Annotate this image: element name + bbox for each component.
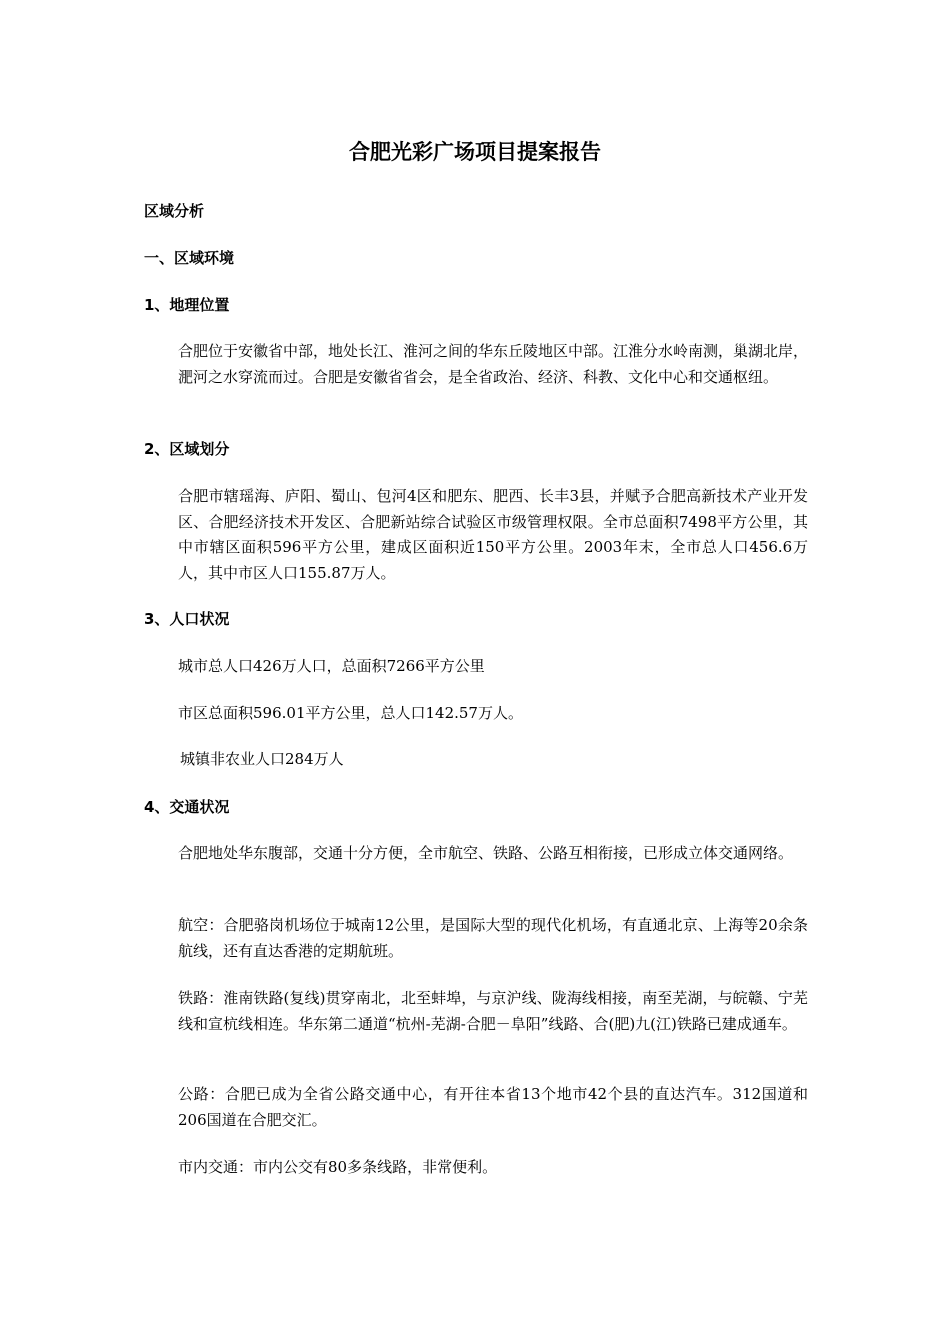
section-title: 区域分析 — [144, 202, 205, 220]
paragraph-transport-rail: 铁路：淮南铁路(复线)贯穿南北，北至蚌埠，与京沪线、陇海线相接，南至芜湖，与皖赣、宁芜线和宣杭线相连。华东第二通道“杭州-芜湖-合肥－阜阳”线路、合(肥)九(江)铁路已建成通车。 — [178, 989, 808, 1033]
paragraph-transport-city: 市内交通：市内公交有80多条线路，非常便利。 — [178, 1158, 498, 1176]
part-heading-regional-environment: 一、区域环境 — [144, 249, 235, 267]
population-line-non-agricultural: 城镇非农业人口284万人 — [180, 750, 344, 768]
subheading-population: 3、人口状况 — [144, 610, 230, 628]
paragraph-geographic-location: 合肥位于安徽省中部，地处长江、淮河之间的华东丘陵地区中部。江淮分水岭南测，巢湖北岸，淝河之水穿流而过。合肥是安徽省省会，是全省政治、经济、科教、文化中心和交通枢纽。 — [178, 342, 809, 386]
paragraph-transport-road: 公路：合肥已成为全省公路交通中心，有开往本省13个地市42个县的直达汽车。312国道和206国道在合肥交汇。 — [178, 1085, 808, 1129]
subheading-regional-division: 2、区域划分 — [144, 440, 230, 458]
document-title: 合肥光彩广场项目提案报告 — [349, 140, 601, 164]
population-line-urban-area: 市区总面积596.01平方公里，总人口142.57万人。 — [178, 704, 523, 722]
paragraph-transport-overview: 合肥地处华东腹部，交通十分方便，全市航空、铁路、公路互相衔接，已形成立体交通网络。 — [178, 844, 794, 862]
population-line-city: 城市总人口426万人口，总面积7266平方公里 — [178, 657, 485, 675]
paragraph-regional-division: 合肥市辖瑶海、庐阳、蜀山、包河4区和肥东、肥西、长丰3县，并赋予合肥高新技术产业开发区、合肥经济技术开发区、合肥新站综合试验区市级管理权限。全市总面积7498平方公里，其中市辖区面积596平方公里，建成区面积近150平方公里。2003年末，全市总人口456.6万人，其中市区人口155.87万人。 — [178, 487, 808, 582]
subheading-transportation: 4、交通状况 — [144, 798, 230, 816]
paragraph-transport-air: 航空：合肥骆岗机场位于城南12公里，是国际大型的现代化机场，有直通北京、上海等20余条航线，还有直达香港的定期航班。 — [178, 916, 808, 960]
subheading-geographic-location: 1、地理位置 — [144, 296, 230, 314]
